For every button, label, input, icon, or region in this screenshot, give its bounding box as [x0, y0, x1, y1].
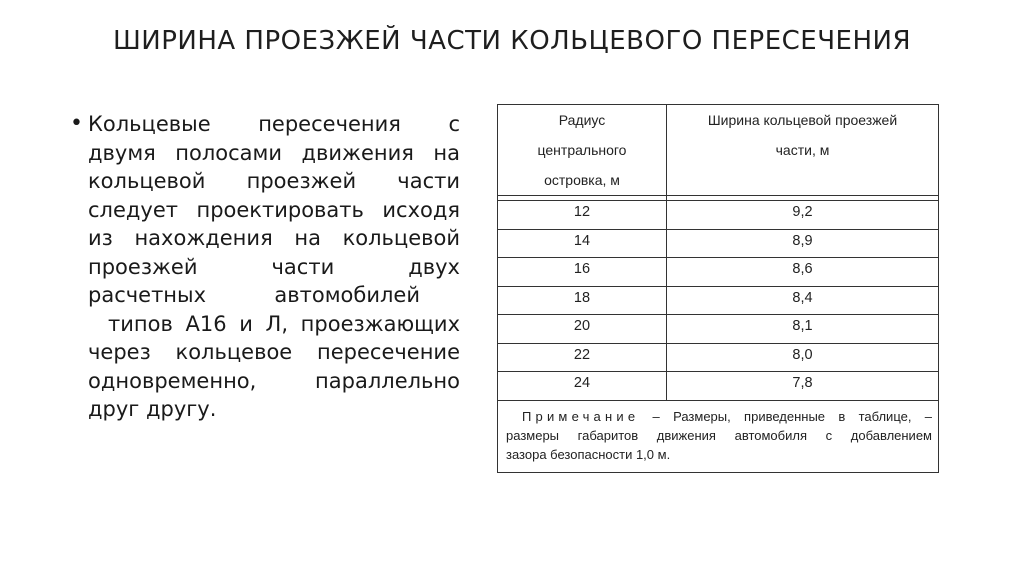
note-text: – Размеры, приведенные в таблице, – [639, 408, 932, 424]
note-text: зазора безопасности 1,0 м. [506, 446, 671, 462]
radius-width-table [497, 104, 939, 473]
cell-width: 9,2 [667, 201, 939, 230]
cell-width: 8,0 [667, 343, 939, 372]
cell-radius: 16 [498, 258, 667, 287]
table-row [498, 372, 939, 401]
table-row [498, 201, 939, 230]
table-row [498, 229, 939, 258]
note-label: Примечание [522, 408, 640, 424]
table-row [498, 258, 939, 287]
bullet-paragraph [70, 110, 460, 424]
bullet-line: расчетных автомобилей [88, 283, 420, 307]
bullet-line: типов А16 и Л, проезжающих [108, 311, 460, 336]
bullet-line: через кольцевое пересечение [88, 340, 460, 364]
cell-width: 7,8 [667, 372, 939, 401]
bullet-marker: • [70, 111, 83, 136]
cell-radius: 22 [498, 343, 667, 372]
header-width: Ширина кольцевой проезжей части, м [667, 105, 939, 196]
cell-radius: 20 [498, 315, 667, 344]
cell-radius: 14 [498, 229, 667, 258]
note-text: размеры габаритов движения автомобиля с добавлением [506, 427, 932, 443]
cell-radius: 12 [498, 201, 667, 230]
table-note [498, 400, 939, 472]
cell-width: 8,4 [667, 286, 939, 315]
slide-title: ШИРИНА ПРОЕЗЖЕЙ ЧАСТИ КОЛЬЦЕВОГО ПЕРЕСЕЧЕНИЯ [112, 26, 912, 56]
header-radius: Радиус центрального островка, м [498, 105, 667, 196]
bullet-line: из нахождения на кольцевой [88, 226, 460, 250]
bullet-line: друг другу. [88, 397, 217, 421]
table-row [498, 315, 939, 344]
cell-width: 8,6 [667, 258, 939, 287]
cell-width: 8,9 [667, 229, 939, 258]
table-note-row [498, 400, 939, 472]
bullet-line: Кольцевые пересечения с [88, 112, 460, 136]
cell-width: 8,1 [667, 315, 939, 344]
bullet-line: двумя полосами движения на [88, 140, 460, 165]
cell-radius: 18 [498, 286, 667, 315]
bullet-line: следует проектировать исходя [88, 197, 460, 222]
cell-radius: 24 [498, 372, 667, 401]
table-row [498, 286, 939, 315]
bullet-text [88, 110, 460, 424]
table-row [498, 343, 939, 372]
bullet-line: кольцевой проезжей части [88, 169, 460, 193]
bullet-line: проезжей части двух [88, 254, 460, 279]
table-header-row [498, 105, 939, 196]
bullet-line: одновременно, параллельно [88, 368, 460, 393]
